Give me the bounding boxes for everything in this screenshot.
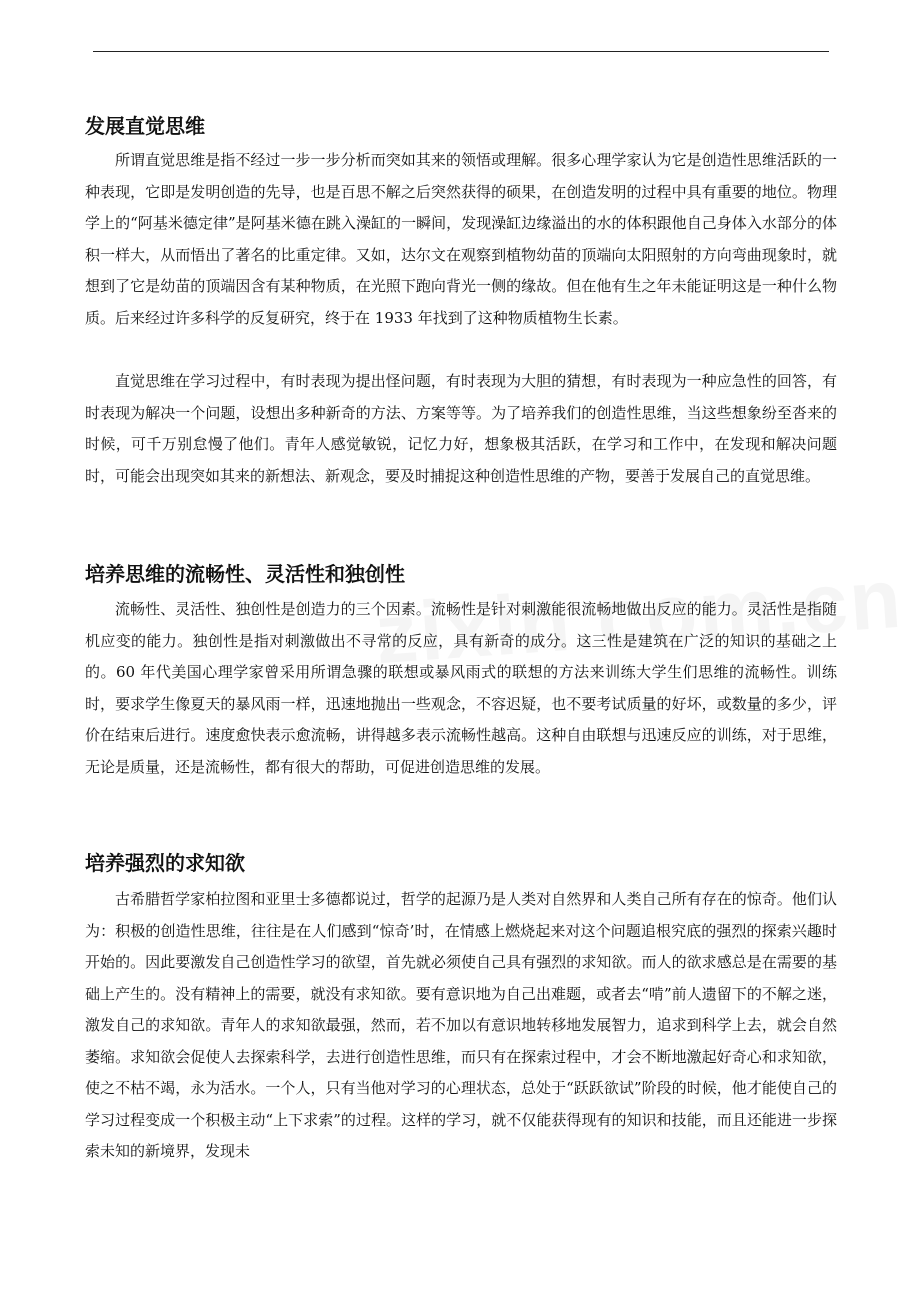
- paragraph: 所谓直觉思维是指不经过一步一步分析而突如其来的领悟或理解。很多心理学家认为它是创造性思维活跃的一种表现，它即是发明创造的先导，也是百思不解之后突然获得的硕果，在创造发明的过程中具有重要的地位。物理学上的“阿基米德定律”是阿基米德在跳入澡缸的一瞬间，发现澡缸边缘溢出的水的体积跟他自己身体入水部分的体积一样大，从而悟出了著名的比重定律。又如，达尔文在观察到植物幼苗的顶端向太阳照射的方向弯曲现象时，就想到了它是幼苗的顶端因含有某种物质，在光照下跑向背光一侧的缘故。但在他有生之年未能证明这是一种什么物质。后来经过许多科学的反复研究，终于在 1933 年找到了这种物质植物生长素。: [85, 151, 837, 327]
- paragraph: 直觉思维在学习过程中，有时表现为提出怪问题，有时表现为大胆的猜想，有时表现为一种应急性的回答，有时表现为解决一个问题，设想出多种新奇的方法、方案等等。为了培养我们的创造性思维，当这些想象纷至沓来的时候，可千万别怠慢了他们。青年人感觉敏锐，记忆力好，想象极其活跃，在学习和工作中，在发现和解决问题时，可能会出现突如其来的新想法、新观念，要及时捕捉这种创造性思维的产物，要善于发展自己的直觉思维。: [85, 372, 837, 485]
- document-page: [85, 0, 837, 1302]
- paragraph: 古希腊哲学家柏拉图和亚里士多德都说过，哲学的起源乃是人类对自然界和人类自己所有存在的惊奇。他们认为：积极的创造性思维，往往是在人们感到“惊奇’时，在情感上燃烧起来对这个问题追根究底的强烈的探索兴趣时开始的。因此要激发自己创造性学习的欲望，首先就必须使自己具有强烈的求知欲。而人的欲求感总是在需要的基础上产生的。没有精神上的需要，就没有求知欲。要有意识地为自己出难题，或者去“啃”前人遗留下的不解之迷，激发自己的求知欲。青年人的求知欲最强，然而，若不加以有意识地转移地发展智力，追求到科学上去，就会自然萎缩。求知欲会促使人去探索科学，去进行创造性思维，而只有在探索过程中，才会不断地激起好奇心和求知欲，使之不枯不竭，永为活水。一个人，只有当他对学习的心理状态，总处于“跃跃欲试”阶段的时候，他才能使自己的学习过程变成一个积极主动“上下求索”的过程。这样的学习，就不仅能获得现有的知识和技能，而且还能进一步探索未知的新境界，发现未: [85, 890, 837, 1160]
- section-title-intuitive-thinking: 发展直觉思维: [85, 114, 205, 138]
- header-rule: [93, 51, 829, 52]
- section-title-thirst-for-knowledge: 培养强烈的求知欲: [85, 851, 245, 875]
- section-title-fluency-flexibility-originality: 培养思维的流畅性、灵活性和独创性: [85, 562, 405, 586]
- paragraph: 流畅性、灵活性、独创性是创造力的三个因素。流畅性是针对刺激能很流畅地做出反应的能力。灵活性是指随机应变的能力。独创性是指对刺激做出不寻常的反应，具有新奇的成分。这三性是建筑在广泛的知识的基础之上的。60 年代美国心理学家曾采用所谓急骤的联想或暴风雨式的联想的方法来训练大学生们思维的流畅性。训练时，要求学生像夏天的暴风雨一样，迅速地抛出一些观念，不容迟疑，也不要考试质量的好坏，或数量的多少，评价在结束后进行。速度愈快表示愈流畅，讲得越多表示流畅性越高。这种自由联想与迅速反应的训练，对于思维，无论是质量，还是流畅性，都有很大的帮助，可促进创造思维的发展。: [85, 600, 837, 776]
